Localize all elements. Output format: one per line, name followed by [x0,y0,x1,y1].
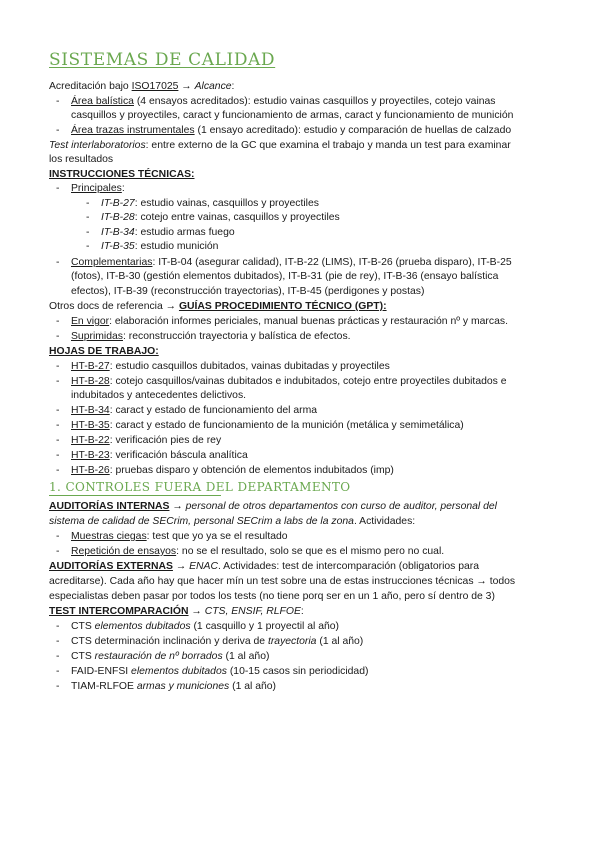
colon: : [231,81,235,92]
list-item [71,665,368,679]
list-item-cont: indubitados y antecedentes delictivos. [71,390,247,401]
it-text: : estudio armas fuego [134,227,235,238]
bullet-dash: - [56,420,60,431]
bullet-dash: - [86,227,90,238]
ht-code: HT-B-26 [71,465,110,476]
bullet-dash: - [56,376,60,387]
otros-prefix: Otros docs de referencia → [49,301,179,312]
list-item [71,124,511,138]
otros-docs-line [49,300,387,314]
accreditation-line [49,80,234,94]
test-pre: CTS [71,651,95,662]
accreditation-prefix: Acreditación bajo [49,81,132,92]
actividad-text: : test que yo ya se el resultado [146,531,288,542]
auditorias-internas-cont [49,515,415,529]
bullet-dash: - [56,621,60,632]
auditorias-internas-heading: AUDITORÍAS INTERNAS [49,501,170,512]
bullet-dash: - [56,681,60,692]
test-it: elementos dubitados [131,666,227,677]
it-code: IT-B-28 [101,212,135,223]
ht-code: HT-B-22 [71,435,110,446]
principales-line [71,182,125,196]
it-text: : cotejo entre vainas, casquillos y proyectiles [134,212,340,223]
orgs-label: CTS, ENSIF, RLFOE [204,606,301,617]
enac-label: ENAC [189,561,218,572]
ht-text: : caract y estado de funcionamiento del arma [109,405,318,416]
complementarias-label: Complementarias [71,257,153,268]
arrow: → [188,606,205,617]
list-item-cont: casquillos y proyectiles, caract y funcionamiento de armas, caract y funcionamiento de munición [71,110,514,121]
ht-code: HT-B-28 [71,376,110,387]
auditorias-internas-text: sistema de calidad de SECrim, personal SECrim a labs de la zona [49,516,354,527]
instrucciones-heading: INSTRUCCIONES TÉCNICAS: [49,169,195,180]
actividad-label: Repetición de ensayos [71,546,177,557]
bullet-dash: - [56,450,60,461]
test-intercomparacion-heading: TEST INTERCOMPARACIÓN [49,606,189,617]
auditorias-externas-heading: AUDITORÍAS EXTERNAS [49,561,173,572]
area-text: (4 ensayos acreditados): estudio vainas casquillos y proyectiles, cotejo vainas [133,96,496,107]
section-underline [49,495,221,496]
colon: : [300,606,304,617]
list-item [71,530,288,544]
auditorias-externas-line [49,560,479,574]
test-interlab-text: : entre externo de la GC que examina el trabajo y manda un test para examinar [145,140,511,151]
list-item [71,315,508,329]
bullet-dash: - [86,212,90,223]
auditorias-internas-text: personal de otros departamentos con curso de auditor, personal del [185,501,497,512]
list-item [71,545,444,559]
list-item [71,375,507,389]
test-intercomparacion-line [49,605,304,619]
bullet-dash: - [56,331,60,342]
list-item [71,360,390,374]
bullet-dash: - [56,546,60,557]
test-post: (1 casquillo y 1 proyectil al año) [190,621,339,632]
bullet-dash: - [56,636,60,647]
list-item [71,464,394,478]
bullet-dash: - [56,257,60,268]
ht-text: : verificación pies de rey [109,435,222,446]
list-item [71,95,496,109]
list-item [101,226,235,240]
it-text: : estudio vainas, casquillos y proyectiles [134,198,319,209]
section-heading: 1. CONTROLES FUERA DEL DEPARTAMENTO [49,480,351,494]
actividad-text: : no se el resultado, solo se que es el mismo pero no cual. [176,546,445,557]
test-pre: FAID-ENFSI [71,666,132,677]
test-pre: CTS determinación inclinación y deriva de [71,636,268,647]
bullet-dash: - [56,651,60,662]
hojas-heading: HOJAS DE TRABAJO: [49,346,159,357]
arrow: → [178,81,195,92]
bullet-dash: - [56,183,60,194]
ht-code: HT-B-35 [71,420,110,431]
complementarias-text: : IT-B-04 (asegurar calidad), IT-B-22 (LIMS), IT-B-26 (prueba disparo), IT-B-25 [152,257,512,268]
gpt-text: : elaboración informes periciales, manual buenas prácticas y restauración nº y marcas. [109,316,508,327]
test-pre: CTS [71,621,95,632]
bullet-dash: - [56,96,60,107]
test-interlab-label: Test interlaboratorios [49,140,146,151]
area-label: Área trazas instrumentales [71,125,195,136]
ht-text: : verificación báscula analítica [109,450,248,461]
test-interlab-line [49,139,511,153]
test-post: (1 al año) [229,681,277,692]
actividades-label: . Actividades: [353,516,416,527]
ht-text: : cotejo casquillos/vainas dubitados e indubitados, cotejo entre proyectiles dubitados e [109,376,507,387]
list-item [101,197,319,211]
list-item [71,449,248,463]
alcance-label: Alcance [194,81,232,92]
gpt-heading: GUÍAS PROCEDIMIENTO TÉCNICO (GPT): [178,301,387,312]
it-code: IT-B-35 [101,241,135,252]
test-post: (1 al año) [316,636,364,647]
auditorias-externas-cont: especialistas deben pasar por todos los tests (no tiene porq ser en un 1 año, pero sí dentro de 3) [49,591,495,602]
principales-label: Principales [71,183,122,194]
list-item [101,211,340,225]
it-text: : estudio munición [134,241,219,252]
page-title: SISTEMAS DE CALIDAD [49,50,276,70]
test-it: restauración de nº borrados [94,651,223,662]
colon: : [121,183,125,194]
arrow: → [169,501,186,512]
test-it: elementos dubitados [94,621,191,632]
auditorias-internas-line [49,500,497,514]
it-code: IT-B-34 [101,227,135,238]
bullet-dash: - [56,531,60,542]
list-item [71,419,464,433]
list-item [71,330,351,344]
auditorias-externas-text: . Actividades: test de intercomparación (obligatorios para [217,561,480,572]
iso-reference: ISO17025 [131,81,179,92]
ht-text: : estudio casquillos dubitados, vainas dubitadas y proyectiles [109,361,390,372]
bullet-dash: - [56,435,60,446]
list-item [71,680,276,694]
ht-text: : caract y estado de funcionamiento de la munición (metálica y semimetálica) [109,420,464,431]
test-post: (10-15 casos sin periodicidad) [226,666,369,677]
list-item [71,404,317,418]
area-label: Área balística [71,96,134,107]
list-item [71,650,269,664]
list-item [101,240,218,254]
gpt-text: : reconstrucción trayectoria y balística de efectos. [122,331,351,342]
bullet-dash: - [56,666,60,677]
arrow: → [172,561,190,572]
complementarias-cont: efectos), IT-B-39 (reconstrucción trayectorias), IT-B-45 (perdigones y postas) [71,286,425,297]
bullet-dash: - [56,405,60,416]
list-item [71,620,339,634]
test-post: (1 al año) [222,651,270,662]
actividad-label: Muestras ciegas [71,531,147,542]
bullet-dash: - [56,316,60,327]
ht-code: HT-B-34 [71,405,110,416]
test-it: armas y municiones [136,681,230,692]
bullet-dash: - [56,125,60,136]
ht-text: : pruebas disparo y obtención de elementos indubitados (imp) [109,465,394,476]
list-item [71,434,221,448]
test-pre: TIAM-RLFOE [71,681,137,692]
it-code: IT-B-27 [101,198,135,209]
bullet-dash: - [86,198,90,209]
area-text: (1 ensayo acreditado): estudio y comparación de huellas de calzado [194,125,512,136]
test-interlab-cont: los resultados [49,154,114,165]
ht-code: HT-B-23 [71,450,110,461]
bullet-dash: - [56,361,60,372]
gpt-label: En vigor [71,316,110,327]
complementarias-cont: (fotos), IT-B-30 (gestión elementos dubitados), IT-B-31 (pie de rey), IT-B-36 (ensayo balística [71,271,499,282]
gpt-label: Suprimidas [71,331,123,342]
bullet-dash: - [56,465,60,476]
list-item [71,635,363,649]
test-it: trayectoria [267,636,317,647]
ht-code: HT-B-27 [71,361,110,372]
auditorias-externas-cont: acreditarse). Cada año hay que hacer mín un test sobre una de estas instrucciones técnicas → todos [49,576,516,587]
complementarias-line [71,256,512,270]
bullet-dash: - [86,241,90,252]
